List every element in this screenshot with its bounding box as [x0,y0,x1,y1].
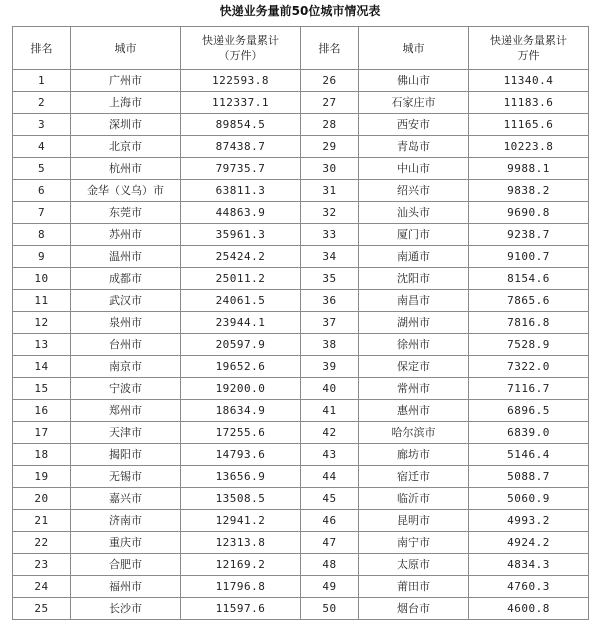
cell-city-right: 莆田市 [359,576,469,598]
cell-rank-left: 11 [13,290,71,312]
cell-rank-left: 5 [13,158,71,180]
cell-rank-left: 22 [13,532,71,554]
cell-city-right: 绍兴市 [359,180,469,202]
table-row [13,136,589,158]
cell-rank-right: 30 [301,158,359,180]
cell-rank-right: 39 [301,356,359,378]
cell-city-left: 北京市 [71,136,181,158]
cell-volume-right: 4924.2 [469,532,589,554]
cell-city-left: 郑州市 [71,400,181,422]
cell-rank-right: 50 [301,598,359,620]
table-row [13,246,589,268]
cell-rank-left: 14 [13,356,71,378]
cell-city-left: 苏州市 [71,224,181,246]
table-row [13,70,589,92]
city-ranking-table [12,26,589,620]
cell-rank-right: 47 [301,532,359,554]
cell-volume-left: 63811.3 [181,180,301,202]
cell-city-left: 重庆市 [71,532,181,554]
cell-city-left: 金华（义乌）市 [71,180,181,202]
cell-city-left: 南京市 [71,356,181,378]
cell-rank-right: 36 [301,290,359,312]
cell-rank-left: 16 [13,400,71,422]
table-row [13,532,589,554]
cell-rank-left: 12 [13,312,71,334]
cell-volume-right: 7322.0 [469,356,589,378]
cell-volume-right: 7116.7 [469,378,589,400]
cell-rank-left: 1 [13,70,71,92]
cell-volume-right: 9690.8 [469,202,589,224]
cell-city-left: 杭州市 [71,158,181,180]
cell-volume-left: 14793.6 [181,444,301,466]
table-row [13,202,589,224]
cell-volume-left: 13656.9 [181,466,301,488]
cell-rank-right: 49 [301,576,359,598]
cell-rank-right: 42 [301,422,359,444]
cell-rank-left: 7 [13,202,71,224]
cell-city-left: 武汉市 [71,290,181,312]
cell-volume-left: 25011.2 [181,268,301,290]
cell-rank-left: 4 [13,136,71,158]
cell-rank-right: 41 [301,400,359,422]
cell-rank-right: 44 [301,466,359,488]
cell-volume-right: 4760.3 [469,576,589,598]
cell-volume-right: 5146.4 [469,444,589,466]
cell-city-right: 沈阳市 [359,268,469,290]
cell-city-left: 温州市 [71,246,181,268]
cell-rank-left: 21 [13,510,71,532]
table-row [13,92,589,114]
cell-rank-left: 24 [13,576,71,598]
cell-volume-right: 9238.7 [469,224,589,246]
cell-rank-right: 35 [301,268,359,290]
cell-volume-left: 89854.5 [181,114,301,136]
cell-city-right: 临沂市 [359,488,469,510]
cell-volume-left: 87438.7 [181,136,301,158]
cell-city-right: 常州市 [359,378,469,400]
table-row [13,510,589,532]
cell-volume-right: 5088.7 [469,466,589,488]
cell-city-right: 南通市 [359,246,469,268]
cell-city-left: 成都市 [71,268,181,290]
cell-rank-left: 25 [13,598,71,620]
cell-rank-left: 19 [13,466,71,488]
cell-city-right: 中山市 [359,158,469,180]
table-header-row [13,27,589,70]
header-city-left: 城市 [71,27,181,70]
cell-city-right: 惠州市 [359,400,469,422]
cell-volume-left: 25424.2 [181,246,301,268]
table-row [13,444,589,466]
cell-rank-left: 20 [13,488,71,510]
cell-rank-left: 6 [13,180,71,202]
header-volume-right-line2: 万件 [517,49,540,62]
cell-volume-right: 7865.6 [469,290,589,312]
table-row [13,466,589,488]
cell-volume-left: 12941.2 [181,510,301,532]
cell-rank-left: 18 [13,444,71,466]
table-row [13,378,589,400]
cell-city-right: 哈尔滨市 [359,422,469,444]
cell-city-left: 台州市 [71,334,181,356]
cell-volume-right: 7528.9 [469,334,589,356]
cell-volume-right: 5060.9 [469,488,589,510]
header-volume-right [469,27,589,70]
cell-city-right: 青岛市 [359,136,469,158]
cell-city-left: 东莞市 [71,202,181,224]
cell-city-left: 深圳市 [71,114,181,136]
table-row [13,114,589,136]
cell-rank-right: 40 [301,378,359,400]
cell-city-right: 廊坊市 [359,444,469,466]
table-row [13,334,589,356]
header-volume-left [181,27,301,70]
cell-city-left: 嘉兴市 [71,488,181,510]
cell-volume-left: 23944.1 [181,312,301,334]
table-row [13,290,589,312]
cell-volume-left: 35961.3 [181,224,301,246]
cell-rank-left: 2 [13,92,71,114]
cell-volume-right: 7816.8 [469,312,589,334]
table-row [13,554,589,576]
cell-city-left: 合肥市 [71,554,181,576]
cell-rank-right: 31 [301,180,359,202]
cell-volume-left: 12169.2 [181,554,301,576]
cell-city-right: 昆明市 [359,510,469,532]
cell-volume-right: 10223.8 [469,136,589,158]
cell-city-left: 无锡市 [71,466,181,488]
cell-volume-left: 20597.9 [181,334,301,356]
header-rank-right: 排名 [301,27,359,70]
table-row [13,158,589,180]
header-volume-left-line1: 快递业务量累计 [202,34,279,47]
cell-volume-left: 79735.7 [181,158,301,180]
cell-volume-right: 4834.3 [469,554,589,576]
cell-city-left: 长沙市 [71,598,181,620]
cell-rank-left: 23 [13,554,71,576]
table-row [13,400,589,422]
cell-volume-left: 122593.8 [181,70,301,92]
cell-volume-left: 11796.8 [181,576,301,598]
cell-rank-right: 26 [301,70,359,92]
cell-volume-left: 13508.5 [181,488,301,510]
cell-rank-right: 45 [301,488,359,510]
table-row [13,576,589,598]
cell-rank-right: 32 [301,202,359,224]
cell-volume-left: 12313.8 [181,532,301,554]
cell-volume-right: 6839.0 [469,422,589,444]
cell-city-right: 保定市 [359,356,469,378]
cell-city-right: 石家庄市 [359,92,469,114]
cell-rank-right: 38 [301,334,359,356]
cell-city-right: 徐州市 [359,334,469,356]
cell-volume-left: 17255.6 [181,422,301,444]
cell-city-left: 泉州市 [71,312,181,334]
cell-volume-right: 9838.2 [469,180,589,202]
table-row [13,312,589,334]
cell-rank-right: 46 [301,510,359,532]
table-row [13,224,589,246]
table-row [13,268,589,290]
cell-rank-right: 43 [301,444,359,466]
cell-rank-left: 10 [13,268,71,290]
cell-city-right: 湖州市 [359,312,469,334]
table-row [13,356,589,378]
cell-rank-left: 8 [13,224,71,246]
cell-rank-left: 3 [13,114,71,136]
cell-rank-right: 33 [301,224,359,246]
cell-rank-right: 34 [301,246,359,268]
cell-city-right: 佛山市 [359,70,469,92]
cell-rank-left: 13 [13,334,71,356]
cell-city-right: 厦门市 [359,224,469,246]
cell-city-left: 福州市 [71,576,181,598]
cell-volume-right: 4600.8 [469,598,589,620]
cell-rank-right: 37 [301,312,359,334]
cell-volume-left: 11597.6 [181,598,301,620]
cell-city-left: 上海市 [71,92,181,114]
cell-city-left: 天津市 [71,422,181,444]
cell-volume-right: 6896.5 [469,400,589,422]
cell-city-right: 汕头市 [359,202,469,224]
cell-city-right: 宿迁市 [359,466,469,488]
cell-city-left: 济南市 [71,510,181,532]
cell-volume-right: 4993.2 [469,510,589,532]
cell-volume-left: 44863.9 [181,202,301,224]
table-row [13,598,589,620]
cell-rank-left: 9 [13,246,71,268]
page-title: 快递业务量前50位城市情况表 [219,4,381,18]
header-city-right: 城市 [359,27,469,70]
cell-city-right: 太原市 [359,554,469,576]
header-rank-left: 排名 [13,27,71,70]
table-row [13,422,589,444]
cell-rank-right: 28 [301,114,359,136]
cell-city-right: 南昌市 [359,290,469,312]
cell-volume-left: 19200.0 [181,378,301,400]
cell-city-left: 揭阳市 [71,444,181,466]
cell-volume-left: 112337.1 [181,92,301,114]
header-volume-left-line2: （万件） [218,49,263,62]
cell-volume-right: 9100.7 [469,246,589,268]
table-row [13,488,589,510]
cell-rank-left: 15 [13,378,71,400]
cell-volume-right: 9988.1 [469,158,589,180]
table-row [13,180,589,202]
cell-rank-right: 29 [301,136,359,158]
cell-city-right: 西安市 [359,114,469,136]
cell-city-right: 烟台市 [359,598,469,620]
cell-volume-right: 11165.6 [469,114,589,136]
cell-volume-left: 18634.9 [181,400,301,422]
cell-volume-right: 8154.6 [469,268,589,290]
cell-volume-left: 24061.5 [181,290,301,312]
cell-rank-right: 27 [301,92,359,114]
cell-city-right: 南宁市 [359,532,469,554]
cell-volume-right: 11183.6 [469,92,589,114]
cell-city-left: 宁波市 [71,378,181,400]
cell-rank-left: 17 [13,422,71,444]
header-volume-right-line1: 快递业务量累计 [490,34,567,47]
cell-volume-right: 11340.4 [469,70,589,92]
cell-city-left: 广州市 [71,70,181,92]
cell-rank-right: 48 [301,554,359,576]
cell-volume-left: 19652.6 [181,356,301,378]
